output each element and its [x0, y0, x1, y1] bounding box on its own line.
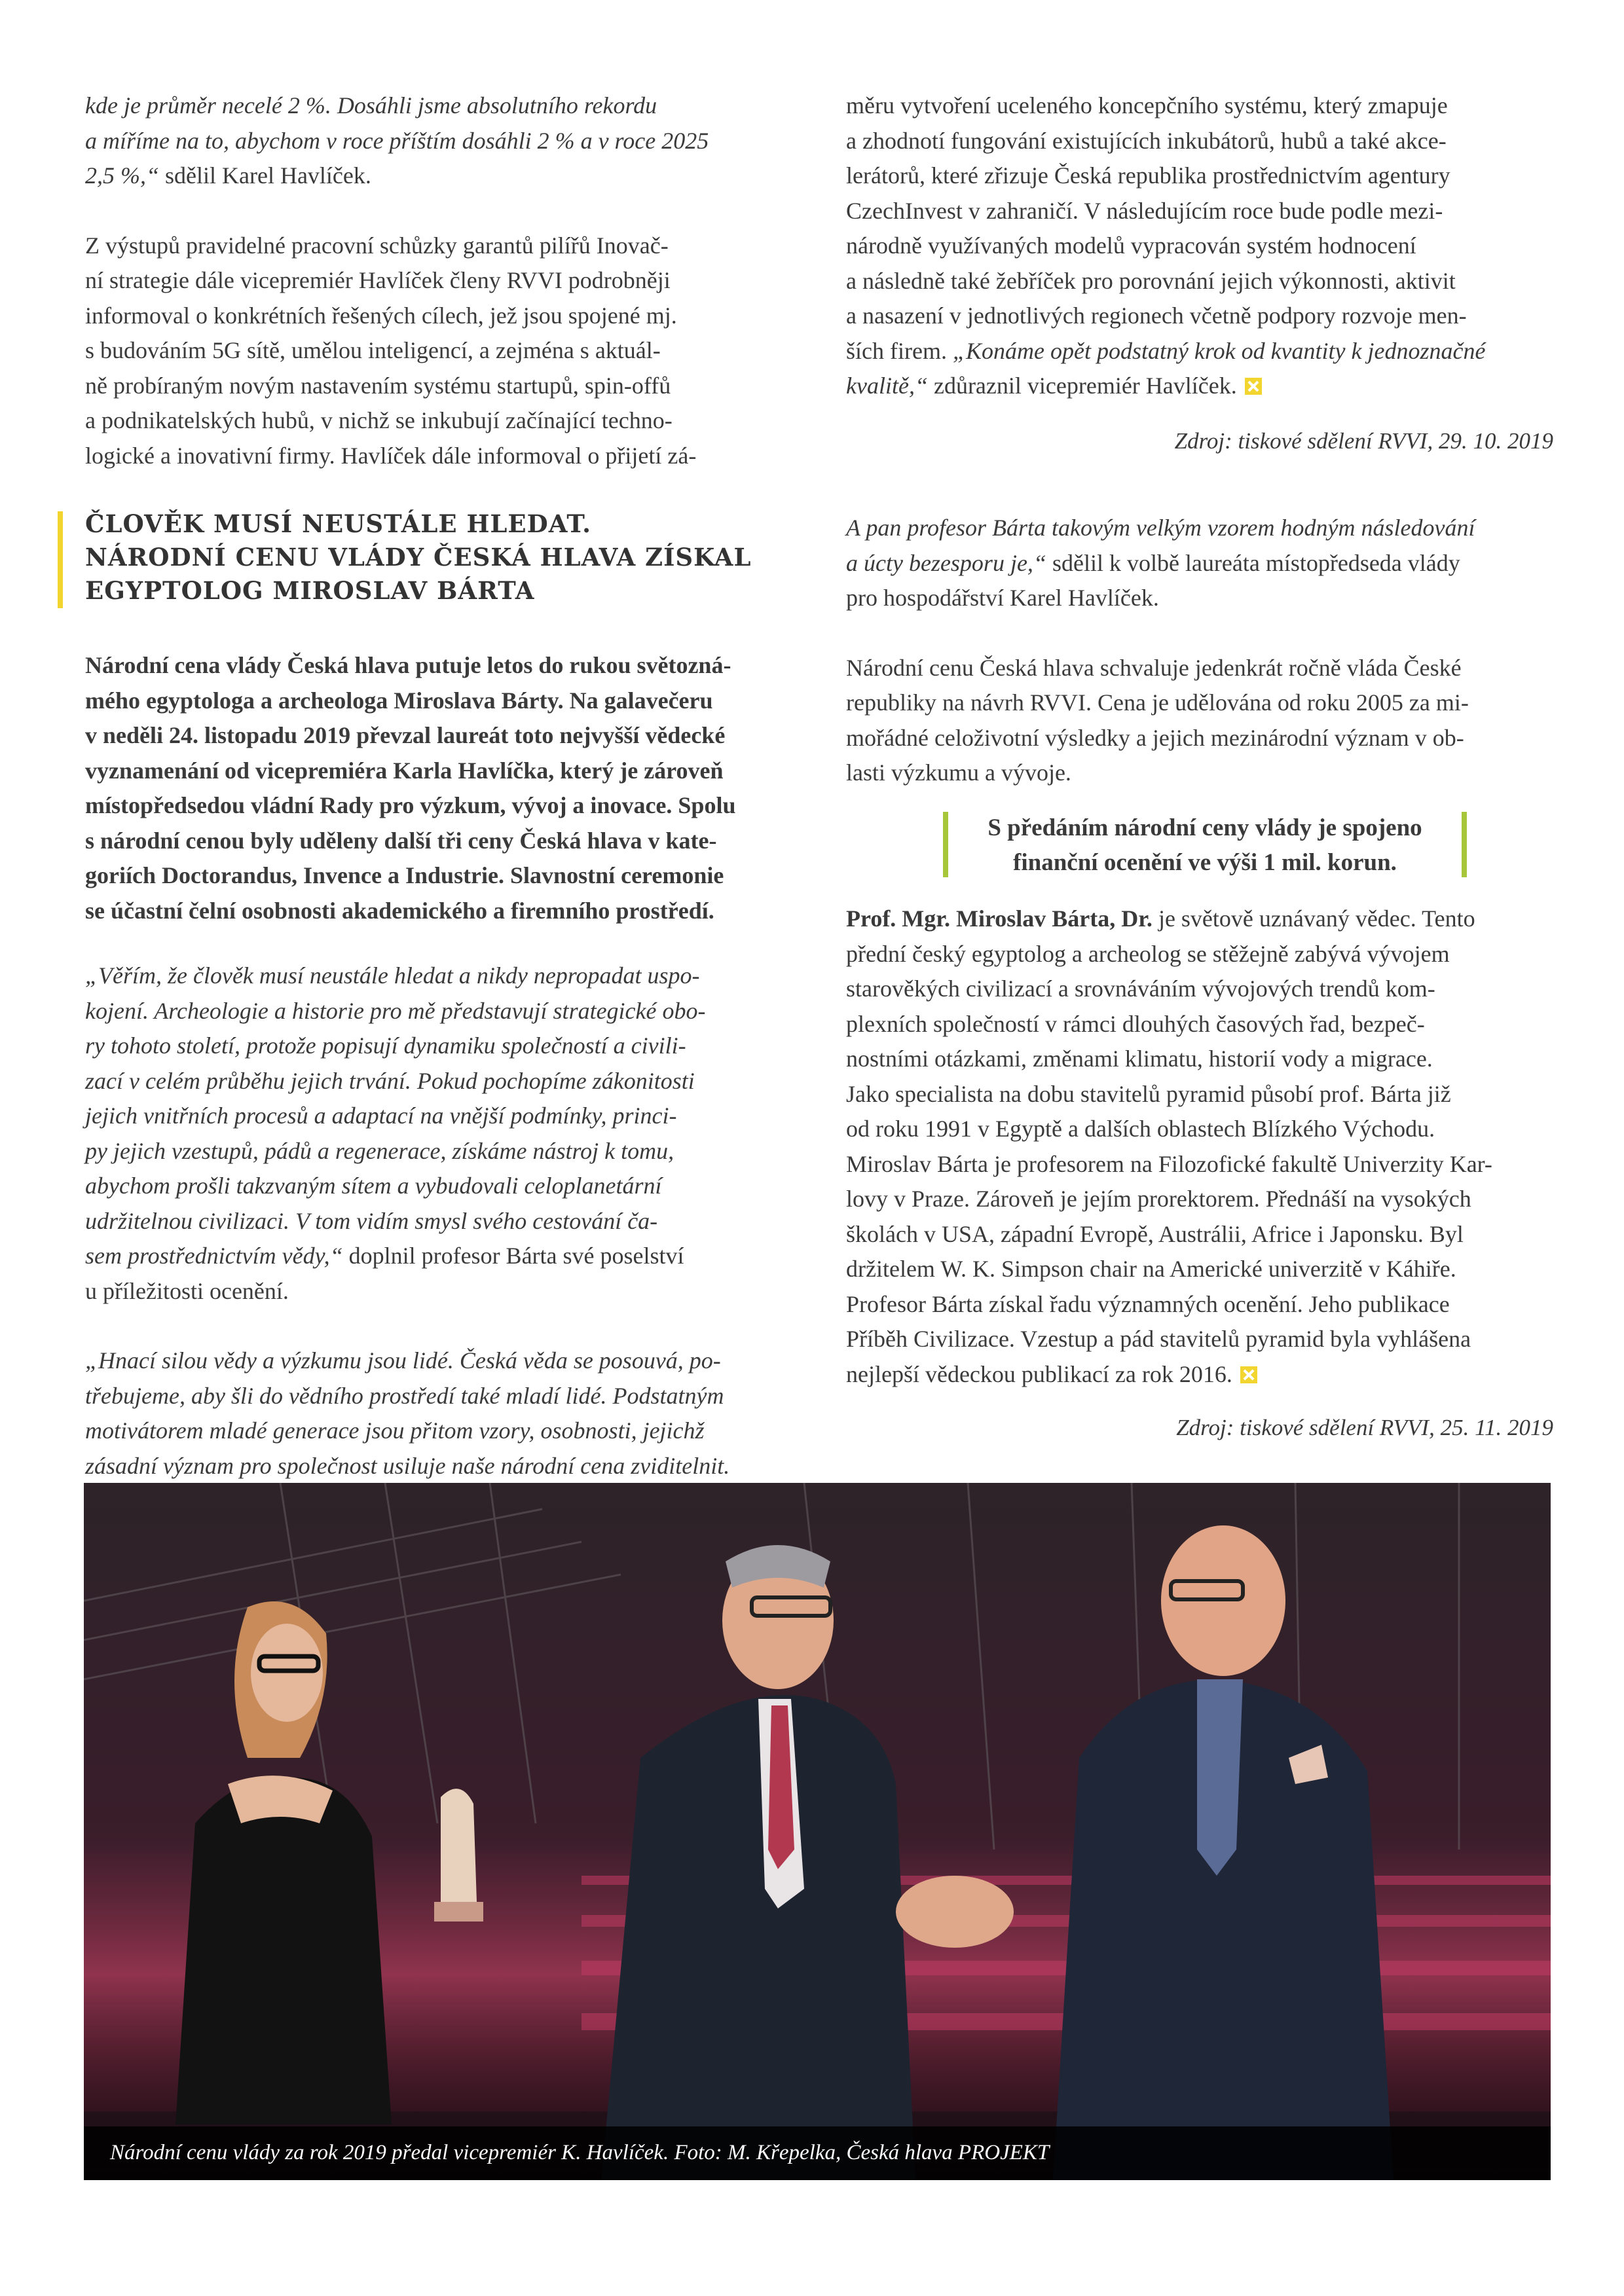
text-line: u příležitosti ocenění.: [85, 1277, 289, 1304]
bio-line: [846, 902, 1553, 937]
text-part: ších firem.: [846, 337, 953, 364]
text-part: doplnil profesor Bárta své poselství: [342, 1243, 684, 1269]
left-top-column: [85, 88, 792, 473]
pull-quote-line: S předáním národní ceny vlády je spojeno: [987, 814, 1422, 841]
quote-line: motivátorem mladé generace jsou přitom vzory, osobnosti, jejichž: [85, 1417, 705, 1444]
text-part: nejlepší vědeckou publikací za rok 2016.: [846, 1360, 1232, 1387]
bio-column: [846, 902, 1553, 1445]
right-lower-column: [846, 511, 1553, 791]
award-ceremony-illustration: [84, 1483, 1551, 2180]
text-line: Z výstupů pravidelné pracovní schůzky garantů pilířů Inovač-: [85, 232, 669, 259]
text-line: národně využívaných modelů vypracován systém hodnocení: [846, 232, 1416, 259]
quote-line: „Věřím, že člověk musí neustále hledat a nikdy nepropadat uspo-: [85, 962, 700, 989]
quote-line: ry tohoto století, protože popisují dynamiku společností a civili-: [85, 1032, 686, 1059]
lead-line: místopředsedou vládní Rady pro výzkum, vývoj a inovace. Spolu: [85, 792, 736, 818]
bio-name: Prof. Mgr. Miroslav Bárta, Dr.: [846, 905, 1153, 932]
bio-line: plexních společností v rámci dlouhých časových řad, bezpeč-: [846, 1010, 1425, 1037]
text-line: a míříme na to, abychom v roce příštím dosáhli 2 % a v roce 2025: [85, 127, 709, 154]
text-line: a následně také žebříček pro porovnání jejich výkonnosti, aktivit: [846, 267, 1456, 294]
bio-line: Příběh Civilizace. Vzestup a pád stavitelů pyramid byla vyhlášena: [846, 1326, 1471, 1352]
quote-line: abychom prošli takzvaným sítem a vybudovali celoplanetární: [85, 1173, 662, 1199]
text-line: a podnikatelských hubů, v nichž se inkubují začínající techno-: [85, 407, 673, 433]
bio-line: přední český egyptolog a archeolog se stěžejně zabývá vývojem: [846, 940, 1450, 967]
quote-line: A pan profesor Bárta takovým velkým vzorem hodným následování: [846, 515, 1475, 541]
pull-quote-line: finanční ocenění ve výši 1 mil. korun.: [1013, 849, 1397, 876]
quote-line: [846, 546, 1553, 581]
text-line: s budováním 5G sítě, umělou inteligencí, a zejména s aktuál-: [85, 337, 661, 363]
source-note: Zdroj: tiskové sdělení RVVI, 29. 10. 2019: [1174, 428, 1553, 454]
pull-quote-bar: [1462, 812, 1467, 877]
text-part: je světově uznávaný vědec. Tento: [1152, 905, 1475, 932]
bio-line: lovy v Praze. Zároveň je jejím prorektorem. Přednáší na vysokých: [846, 1186, 1471, 1212]
text-line: kde je průměr necelé 2 %. Dosáhli jsme absolutního rekordu: [85, 92, 657, 118]
handshake: [896, 1876, 1014, 1948]
bio-line: držitelem W. K. Simpson chair na Americké univerzitě v Káhiře.: [846, 1256, 1456, 1282]
lead-line: vyznamenání od vicepremiéra Karla Havlíčka, který je zároveň: [85, 757, 724, 784]
pull-quote-bar: [943, 812, 948, 877]
text-line: a zhodnotí fungování existujících inkubátorů, hubů a také akce-: [846, 127, 1447, 154]
text-line: lerátorů, které zřizuje Česká republika prostřednictvím agentury: [846, 162, 1450, 189]
text-line: 2,5 %,“ sdělil Karel Havlíček.: [85, 162, 371, 189]
text-line: ně probíraným novým nastavením systému startupů, spin-offů: [85, 372, 671, 399]
bio-line: Miroslav Bárta je profesorem na Filozofické fakultě Univerzity Kar-: [846, 1150, 1492, 1177]
end-mark-icon: [1245, 378, 1262, 395]
text-line: lasti výzkumu a vývoje.: [846, 759, 1071, 786]
lead-line: s národní cenou byly uděleny další tři ceny Česká hlava v kate-: [85, 827, 717, 854]
quote-line: [85, 1239, 792, 1274]
right-top-column: [846, 88, 1553, 458]
lead-line: mého egyptologa a archeologa Miroslava Bárty. Na galavečeru: [85, 687, 713, 714]
quote-line: py jejich vzestupů, pádů a regenerace, získáme nástroj k tomu,: [85, 1137, 674, 1164]
photo-caption: Národní cenu vlády za rok 2019 předal vicepremiér K. Havlíček. Foto: M. Křepelka, Česká hlava PROJEKT: [110, 2141, 1050, 2164]
text-line: republiky na návrh RVVI. Cena je udělována od roku 2005 za mi-: [846, 689, 1469, 716]
heading-line: EGYPTOLOG MIROSLAV BÁRTA: [85, 576, 535, 605]
text-line: [846, 369, 1553, 404]
bio-line: od roku 1991 v Egyptě a dalších oblastech Blízkého Východu.: [846, 1116, 1435, 1142]
text-part: sdělil k volbě laureáta místopředseda vlády: [1046, 549, 1460, 576]
quote-line: třebujeme, aby šli do vědního prostředí také mladí lidé. Podstatným: [85, 1382, 724, 1409]
award-photo: [84, 1483, 1551, 2180]
text-line: [846, 334, 1553, 369]
bio-line: Jako specialista na dobu stavitelů pyramid působí prof. Bárta již: [846, 1080, 1451, 1107]
lead-line: v neděli 24. listopadu 2019 převzal laureát toto nejvyšší vědecké: [85, 722, 726, 748]
lead-line: goriích Doctorandus, Invence a Industrie. Slavnostní ceremonie: [85, 862, 724, 888]
bio-line: školách v USA, západní Evropě, Austrálii, Africe i Japonsku. Byl: [846, 1220, 1464, 1247]
text-line: pro hospodářství Karel Havlíček.: [846, 585, 1159, 611]
article-heading: [85, 507, 792, 608]
text-line: logické a inovativní firmy. Havlíček dále informoval o přijetí zá-: [85, 442, 697, 469]
bio-line: starověkých civilizací a srovnáváním vývojových trendů kom-: [846, 975, 1435, 1002]
text-line: a nasazení v jednotlivých regionech včetně podpory rozvoje men-: [846, 302, 1467, 329]
bio-line: Profesor Bárta získal řadu významných ocenění. Jeho publikace: [846, 1290, 1450, 1317]
end-mark-icon: [1240, 1366, 1257, 1383]
left-lower-column: [85, 648, 792, 1484]
bio-line: nostními otázkami, změnami klimatu, historií vody a migrace.: [846, 1046, 1433, 1072]
quote-line: „Hnací silou vědy a výzkumu jsou lidé. Česká věda se posouvá, po-: [85, 1347, 721, 1374]
quote-line: kojení. Archeologie a historie pro mě představují strategické obo-: [85, 997, 706, 1024]
text-part: zdůraznil vicepremiér Havlíček.: [927, 373, 1237, 399]
quote-part: sem prostřednictvím vědy,“: [85, 1243, 343, 1269]
heading-line: NÁRODNÍ CENU VLÁDY ČESKÁ HLAVA ZÍSKAL: [85, 543, 752, 572]
heading-accent-bar: [58, 511, 63, 608]
quote-line: udržitelnou civilizaci. V tom vidím smysl svého cestování ča-: [85, 1207, 658, 1234]
text-line: informoval o konkrétních řešených cílech, jež jsou spojené mj.: [85, 302, 677, 329]
quote-line: zásadní význam pro společnost usiluje naše národní cena zviditelnit.: [85, 1452, 730, 1479]
lead-line: se účastní čelní osobnosti akademického a firemního prostředí.: [85, 897, 714, 924]
lead-line: Národní cena vlády Česká hlava putuje letos do rukou světozná-: [85, 652, 731, 678]
quote-part: „Konáme opět podstatný krok od kvantity k jednoznačné: [952, 337, 1486, 364]
quote-part: a úcty bezesporu je,“: [846, 549, 1046, 576]
pull-quote: [943, 811, 1467, 880]
text-line: ní strategie dále vicepremiér Havlíček členy RVVI podrobněji: [85, 267, 671, 293]
text-line: mořádné celoživotní výsledky a jejich mezinárodní význam v ob-: [846, 724, 1464, 751]
quote-part: kvalitě,“: [846, 373, 928, 399]
quote-line: jejich vnitřních procesů a adaptací na vnější podmínky, princi-: [85, 1102, 677, 1129]
text-line: CzechInvest v zahraničí. V následujícím roce bude podle mezi-: [846, 197, 1443, 224]
source-note: Zdroj: tiskové sdělení RVVI, 25. 11. 2019: [1176, 1415, 1553, 1440]
text-line: Národní cenu Česká hlava schvaluje jedenkrát ročně vláda České: [846, 654, 1462, 681]
quote-end: 2,5 %,“: [85, 162, 160, 189]
quote-line: zací v celém průběhu jejich trvání. Pokud pochopíme zákonitosti: [85, 1067, 695, 1094]
heading-line: ČLOVĚK MUSÍ NEUSTÁLE HLEDAT.: [85, 509, 592, 538]
text-line: měru vytvoření uceleného koncepčního systému, který zmapuje: [846, 92, 1448, 118]
bio-line: [846, 1357, 1553, 1393]
